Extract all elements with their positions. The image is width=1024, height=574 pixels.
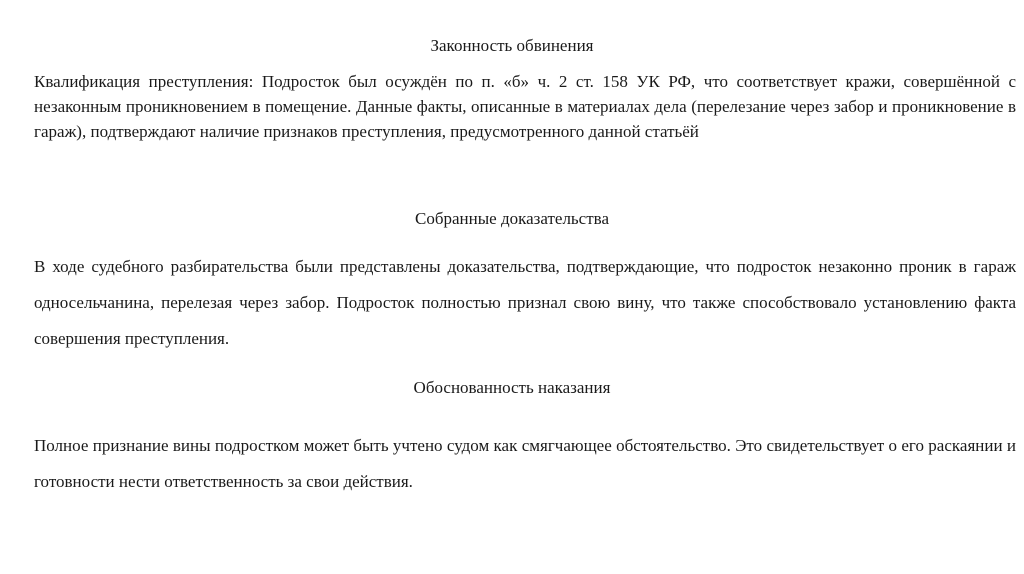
section-text-evidence: В ходе судебного разбирательства были представлены доказательства, подтверждающие, что подросток незаконно проник в гараж односельчанина, перелезая через забор. Подросток полностью признал свою вину, что также способствовало установлению факта совершения преступления. [34,257,1016,348]
section-text-legality: Квалификация преступления: Подросток был осуждён по п. «б» ч. 2 ст. 158 УК РФ, что соответствует кражи, совершённой с незаконным проникновением в помещение. Данные факты, описанные в материалах дела (перелезание через забор и проникновение в гараж), подтверждают наличие признаков преступления, предусмотренного данной статьёй [34,72,1016,141]
section-heading-evidence: Собранные доказательства [415,209,609,228]
section-heading-legality: Законность обвинения [430,36,594,55]
section-text-punishment: Полное признание вины подростком может быть учтено судом как смягчающее обстоятельство. Это свидетельствует о его раскаянии и готовности нести ответственность за свои действия. [34,436,1016,491]
section-heading-punishment: Обоснованность наказания [413,378,611,397]
